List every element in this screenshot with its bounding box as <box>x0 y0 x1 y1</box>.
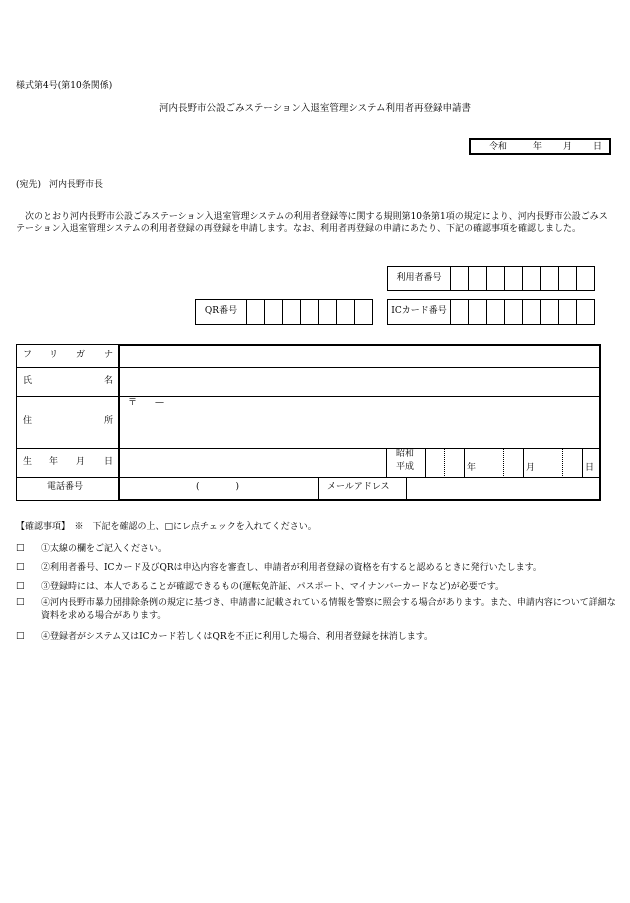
ic-card-number-field <box>387 299 595 325</box>
date-era: 令和 <box>489 142 508 152</box>
phone-paren: ( ) <box>196 482 240 492</box>
furigana-label-2: リ <box>49 350 59 360</box>
addressee <box>16 180 103 192</box>
user-number-label: 利用者番号 <box>388 267 451 291</box>
note-checkbox[interactable]: □ <box>16 597 25 607</box>
ic-card-number-digit[interactable] <box>541 300 559 325</box>
birth-month-unit: 月 <box>526 463 536 473</box>
user-number-digit[interactable] <box>523 267 541 291</box>
user-number-digit[interactable] <box>577 267 595 291</box>
note-text: ②利用者番号、ICカード及びQRは申込内容を審査し、申請者が利用者登録の資格を有すると認めるときに発行いたします。 <box>41 563 542 573</box>
birthdate-label-4: 日 <box>104 457 114 467</box>
form-number: 様式第4号(第10条関係) <box>16 81 113 91</box>
qr-number-digit[interactable] <box>247 300 265 325</box>
date-month-label: 月 <box>563 142 573 152</box>
note-checkbox[interactable]: □ <box>16 581 25 591</box>
user-number-digit[interactable] <box>469 267 487 291</box>
ic-card-number-digit[interactable] <box>559 300 577 325</box>
addressee-name: 河内長野市長 <box>49 180 104 190</box>
email-label: メールアドレス <box>327 482 390 492</box>
qr-number-digit[interactable] <box>301 300 319 325</box>
addressee-label: (宛先) <box>16 180 42 190</box>
qr-number-field <box>195 299 373 325</box>
note-text: ④登録者がシステム又はICカード若しくはQRを不正に利用した場合、利用者登録を抹消します。 <box>41 632 433 642</box>
era-heisei[interactable]: 平成 <box>396 462 415 472</box>
furigana-label-1: フ <box>23 350 33 360</box>
user-number-digit[interactable] <box>559 267 577 291</box>
postal-mark: 〒 — <box>128 398 165 408</box>
user-number-digit[interactable] <box>451 267 469 291</box>
ic-card-number-digit[interactable] <box>487 300 505 325</box>
phone-label: 電話番号 <box>47 482 84 492</box>
qr-number-digit[interactable] <box>337 300 355 325</box>
date-field[interactable] <box>469 138 611 155</box>
qr-number-digit[interactable] <box>355 300 373 325</box>
address-label-1: 住 <box>23 416 33 426</box>
required-fields-border <box>118 344 601 501</box>
user-number-digit[interactable] <box>487 267 505 291</box>
note-checkbox[interactable]: □ <box>16 543 25 553</box>
ic-card-number-digit[interactable] <box>523 300 541 325</box>
notes-header: 【確認事項】 ※ 下記を確認の上、□にレ点チェックを入れてください。 <box>16 522 317 532</box>
user-number-digit[interactable] <box>541 267 559 291</box>
birthdate-label-2: 年 <box>49 457 59 467</box>
ic-card-number-digit[interactable] <box>505 300 523 325</box>
birth-day-unit: 日 <box>585 463 595 473</box>
applicant-table <box>16 344 601 501</box>
qr-number-digit[interactable] <box>319 300 337 325</box>
address-label-2: 所 <box>104 416 114 426</box>
qr-number-digit[interactable] <box>265 300 283 325</box>
qr-number-digit[interactable] <box>283 300 301 325</box>
name-label-1: 氏 <box>23 376 33 386</box>
birth-year-unit: 年 <box>467 463 477 473</box>
note-checkbox[interactable]: □ <box>16 562 25 572</box>
user-number-digit[interactable] <box>505 267 523 291</box>
note-text: ③登録時には、本人であることが確認できるもの(運転免許証、パスポート、マイナンバーカードなど)が必要です。 <box>41 582 505 592</box>
user-number-field <box>387 266 595 291</box>
ic-card-number-digit[interactable] <box>577 300 595 325</box>
qr-number-label: QR番号 <box>196 300 247 325</box>
note-text: ①太線の欄をご記入ください。 <box>41 544 168 554</box>
era-showa[interactable]: 昭和 <box>396 449 415 459</box>
birthdate-label-3: 月 <box>76 457 86 467</box>
ic-card-number-digit[interactable] <box>469 300 487 325</box>
furigana-label-4: ナ <box>104 350 114 360</box>
intro-paragraph: 次のとおり河内長野市公設ごみステーション入退室管理システムの利用者登録等に関する規則第10条第1項の規定により、河内長野市公設ごみステーション入退室管理システムの利用者登録の再登録を申請します。なお、利用者再登録の申請にあたり、下記の確認事項を確認しました。 <box>16 212 608 235</box>
furigana-label-3: ガ <box>76 350 86 360</box>
note-checkbox[interactable]: □ <box>16 631 25 641</box>
birthdate-label-1: 生 <box>23 457 33 467</box>
ic-card-number-label: ICカード番号 <box>388 300 451 325</box>
ic-card-number-digit[interactable] <box>451 300 469 325</box>
name-label-2: 名 <box>104 376 114 386</box>
date-year-label: 年 <box>533 142 543 152</box>
note-text: ④河内長野市暴力団排除条例の規定に基づき、申請書に記載されている情報を警察に照会する場合があります。また、申請内容について詳細な資料を求める場合があります。 <box>41 598 616 622</box>
page-title: 河内長野市公設ごみステーション入退室管理システム利用者再登録申請書 <box>159 103 471 114</box>
date-day-label: 日 <box>593 142 603 152</box>
